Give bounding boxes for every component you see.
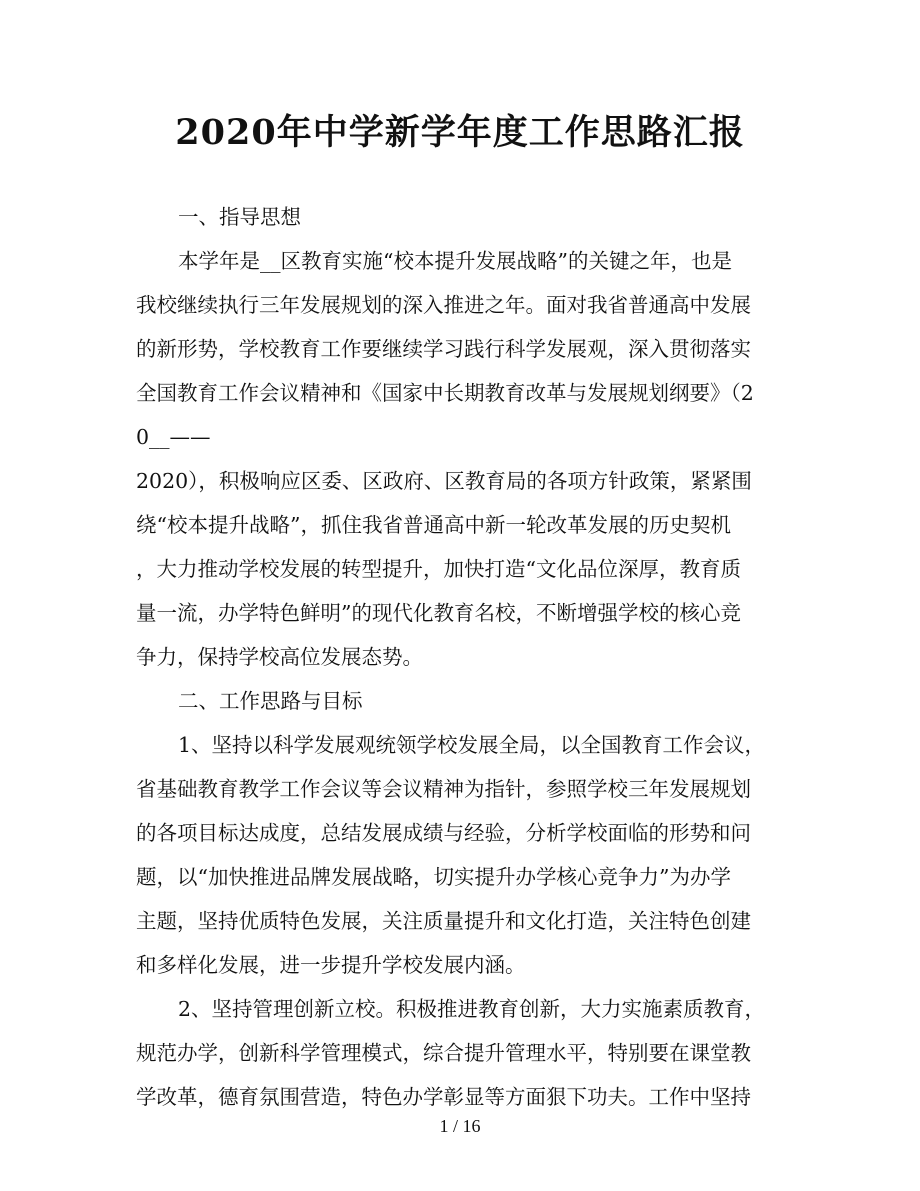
- text-line: 主题，坚持优质特色发展，关注质量提升和文化打造，关注特色创建: [136, 909, 751, 933]
- text-line: 的新形势，学校教育工作要继续学习践行科学发展观，深入贯彻落实: [136, 337, 751, 361]
- text-line: 我校继续执行三年发展规划的深入推进之年。面对我省普通高中发展: [136, 293, 751, 317]
- text-line: 2020），积极响应区委、区政府、区教育局的各项方针政策，紧紧围: [136, 469, 752, 493]
- document-title: 2020年中学新学年度工作思路汇报: [175, 112, 745, 153]
- text-line: 题，以“加快推进品牌发展战略，切实提升办学核心竞争力”为办学: [136, 865, 731, 889]
- section-heading-work-ideas: 二、工作思路与目标: [178, 689, 363, 713]
- section-heading-guiding-thought: 一、指导思想: [178, 205, 301, 229]
- text-line: 学改革，德育氛围营造，特色办学彰显等方面狠下功夫。工作中坚持: [136, 1085, 751, 1109]
- text-line: 争力，保持学校高位发展态势。: [136, 645, 423, 669]
- text-line: 绕“校本提升战略”，抓住我省普通高中新一轮改革发展的历史契机: [136, 513, 731, 537]
- document-body: [136, 195, 786, 1119]
- text-line: 和多样化发展，进一步提升学校发展内涵。: [136, 953, 526, 977]
- text-line: 量一流，办学特色鲜明”的现代化教育名校，不断增强学校的核心竞: [136, 601, 741, 625]
- text-line: 1、坚持以科学发展观统领学校发展全局，以全国教育工作会议，: [178, 733, 766, 757]
- text-line: 省基础教育教学工作会议等会议精神为指针，参照学校三年发展规划: [136, 777, 751, 801]
- text-line: 规范办学，创新科学管理模式，综合提升管理水平，特别要在课堂教: [136, 1041, 751, 1065]
- text-line: 0__——: [136, 425, 211, 449]
- text-line: ，大力推动学校发展的转型提升，加快打造“文化品位深厚，教育质: [136, 557, 741, 581]
- text-line: 2、坚持管理创新立校。积极推进教育创新，大力实施素质教育，: [178, 997, 766, 1021]
- page-indicator: 1 / 16: [439, 1116, 481, 1136]
- text-line: 的各项目标达成度，总结发展成绩与经验，分析学校面临的形势和问: [136, 821, 751, 845]
- text-line: 本学年是__区教育实施“校本提升发展战略”的关键之年，也是: [178, 249, 732, 273]
- text-line: 全国教育工作会议精神和《国家中长期教育改革与发展规划纲要》（2: [136, 381, 754, 405]
